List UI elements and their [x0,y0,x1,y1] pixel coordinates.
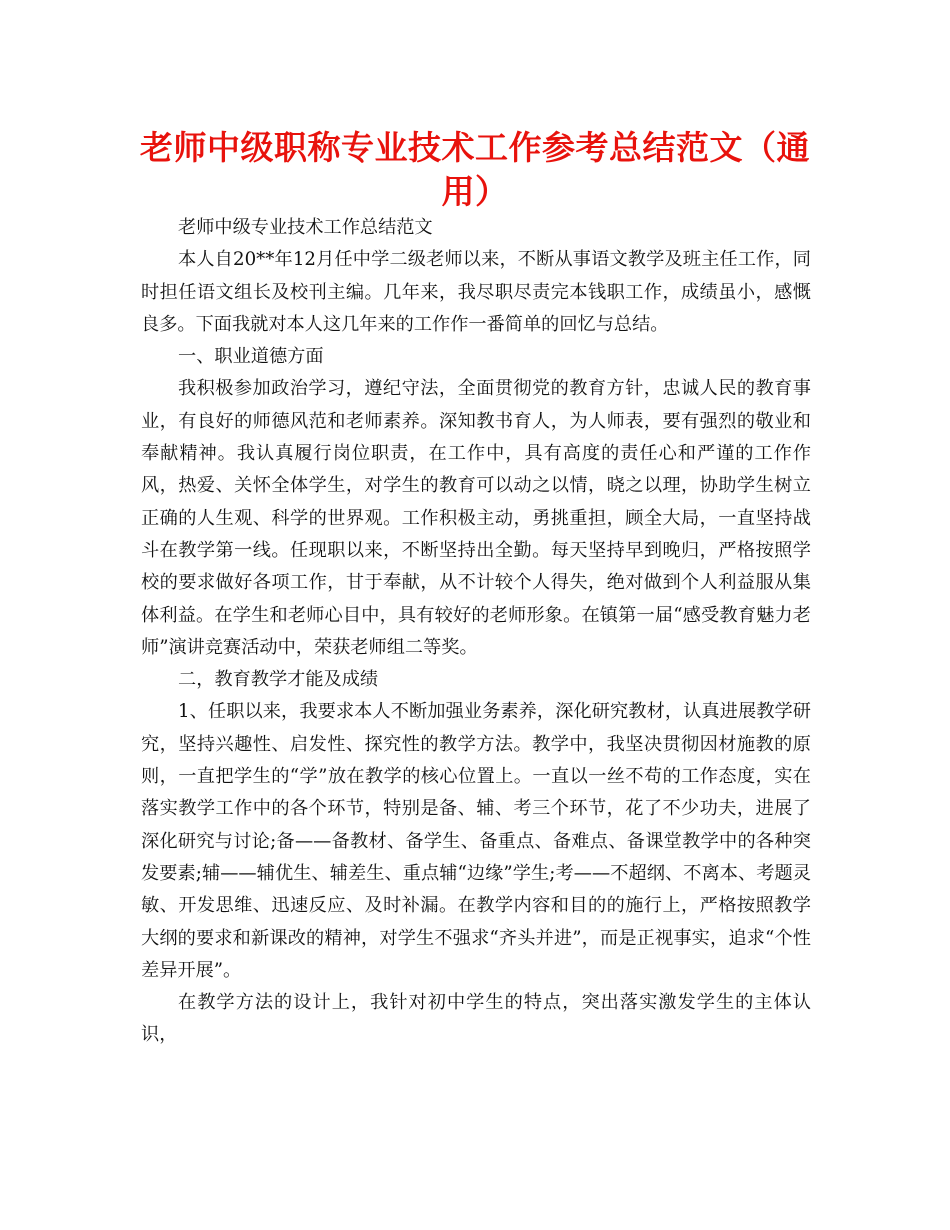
teaching-paragraph: 1、任职以来，我要求本人不断加强业务素养，深化研究教材，认真进展教学研究，坚持兴趣性、启发性、探究性的教学方法。教学中，我坚决贯彻因材施教的原则，一直把学生的“学”放在教学的核心位置上。一直以一丝不苟的工作态度，实在落实教学工作中的各个环节，特别是备、辅、考三个环节，花了不少功夫，进展了深化研究与讨论;备——备教材、备学生、备重点、备难点、备课堂教学中的各种突发要素;辅——辅优生、辅差生、重点辅“边缘”学生;考——不超纲、不离本、考题灵敏、开发思维、迅速反应、及时补漏。在教学内容和目的的施行上，严格按照教学大纲的要求和新课改的精神，对学生不强求“齐头并进”，而是正视事实，追求“个性差异开展”。 [141,701,811,981]
intro-paragraph: 本人自20**年12月任中学二级老师以来，不断从事语文教学及班主任工作，同时担任语文组长及校刊主编。几年来，我尽职尽责完本钱职工作，成绩虽小，感慨良多。下面我就对本人这几年来的工作作一番简单的回忆与总结。 [141,249,811,335]
section-heading-teaching: 二，教育教学才能及成绩 [178,669,379,691]
document-title: 老师中级职称专业技术工作参考总结范文（通用） [140,128,810,211]
subtitle-paragraph: 老师中级专业技术工作总结范文 [178,217,433,238]
section-heading-ethics: 一、职业道德方面 [178,346,324,368]
ethics-paragraph: 我积极参加政治学习，遵纪守法，全面贯彻党的教育方针，忠诚人民的教育事业，有良好的师德风范和老师素养。深知教书育人，为人师表，要有强烈的敬业和奉献精神。我认真履行岗位职责，在工作中，具有高度的责任心和严谨的工作作风，热爱、关怀全体学生，对学生的教育可以动之以情，晓之以理，协助学生树立正确的人生观、科学的世界观。工作积极主动，勇挑重担，顾全大局，一直坚持战斗在教学第一线。任现职以来，不断坚持出全勤。每天坚持早到晚归，严格按照学校的要求做好各项工作，甘于奉献，从不计较个人得失，绝对做到个人利益服从集体利益。在学生和老师心目中，具有较好的老师形象。在镇第一届“感受教育魅力老师”演讲竞赛活动中，荣获老师组二等奖。 [141,378,811,658]
methods-paragraph: 在教学方法的设计上，我针对初中学生的特点，突出落实激发学生的主体认识， [141,992,811,1046]
document-body [141,212,811,1052]
